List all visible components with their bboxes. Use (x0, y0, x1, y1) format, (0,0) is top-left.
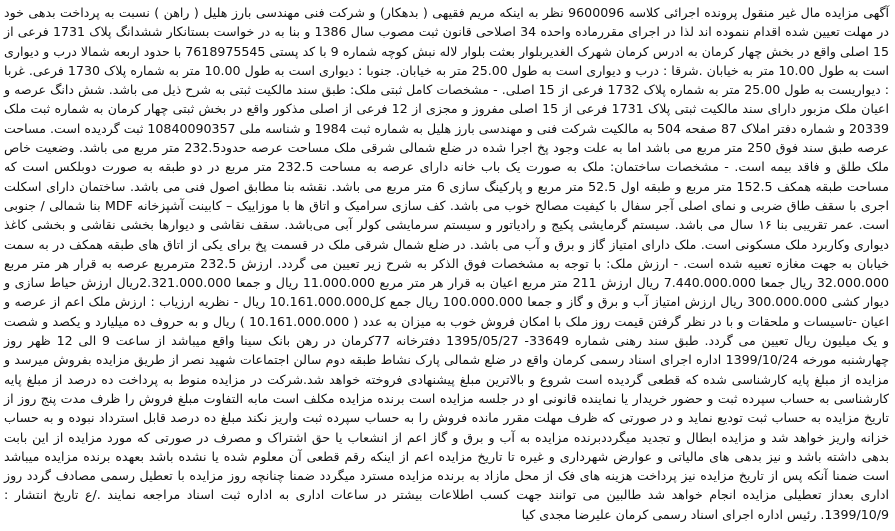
notice-paragraph: آگهی مزایده مال غیر منقول پرونده اجرائی کلاسه 9600096 نظر به اینکه مریم فقیهی ( بدهکار) و شرکت فنی مهندسی بارز هلیل ( راهن ) نسبت به پرداخت بدهی خود در مهلت تعیین شده اقدام ننموده اند لذا در اجرای مقررماده واحده 34 اصلاحی قانون ثبت مصوب سال 1386 و بنا به در خواست بستانکار ششدانگ پلاک 1731 فرعی از 15 اصلی واقع در بخش چهار کرمان به ادرس کرمان شهرک الغدیربلوار بعثت بلوار لاله نبش کوچه شماره 9 با کد پستی 7618975545 با حدود اربعه شمالا درب و دیواری است به طول 10.00 متر به خیابان .شرقا : درب و دیواری است به طول 25.00 متر به خیابان. جنوبا : دیواری است به طول 10.00 متر به شماره پلاک 1730 فرعی. غربا : دیواریست به طول 25.00 متر به شماره پلاک 1732 فرعی از 15 اصلی. - مشخصات کامل ثبتی ملک: طبق سند مالکیت ثبتی به شرح ذیل می باشد. شش دانگ عرصه و اعیان ملک مزبور دارای سند مالکیت ثبتی پلاک 1731 فرعی از 15 اصلی مفروز و مجزی از 12 فرعی از اصلی مذکور واقع در بخش ثبتی چهار کرمان به شماره ثبت ملک 20339 و شماره دفتر املاک 87 صفحه 504 به مالکیت شرکت فنی و مهندسی بارز هلیل به شماره ثبت 1984 و شناسه ملی 10840090357 ثبت گردیده است. مساحت عرصه طبق سند فوق 250 متر مربع می باشد اما به علت وجود پخ اجرا شده در ضلع شمالی شرقی ملک مساحت عرصه حدود232.5 متر مربع می باشد. وضعیت خاص ملک طلق و فاقد بیمه است. - مشخصات ساختمان: ملک به صورت یک باب خانه دارای عرصه به مساحت 232.5 متر مربع در دو طبقه به صورت دوبلکس است که مساحت طبقه همکف 152.5 متر مربع و طبقه اول 52.5 متر مربع و پارکینگ سازی 6 متر مربع می باشد. نقشه بنا مطابق اصول فنی می باشد. ساختمان دارای اسکلت اجری با سقف طاق ضربی و نمای اصلی آجر سفال با کیفیت مصالح خوب می باشد. کف سازی سرامیک و اتاق ها با موزاییک – کابینت آشپزخانه MDF بنا شمالی / جنوبی است. عمر تقریبی بنا ۱۶ سال می باشد. سیستم گرمایشی پکیج و رادیاتور و سیستم سرمایشی کولر آبی می‌باشد. سقف نقاشی و دیوارها بخشی نقاشی و بخشی کاغذ دیواری وکاربرد ملک مسکونی است. ملک دارای امتیاز گاز و برق و آب می باشد. در ضلع شمال شرقی ملک در قسمت پخ برای یکی از اتاق های طبقه همکف در به سمت خیابان به جهت مغازه تعبیه شده است. - ارزش ملک: با توجه به مشخصات فوق الذکر به شرح زیر تعیین می گردد. ارزش 232.5 مترمربع عرصه به قرار هر متر مربع 32.000.000 ریال جمعا 7.440.000.000 ریال ارزش 211 متر مربع اعیان به قرار هر متر مربع 11.000.000 ریال و جمعا 2.321.000.000ریال ارزش حیاط سازی و دیوار کشی 300.000.000 ریال ارزش امتیاز آب و برق و گاز و جمعا 100.000.000 ریال جمع کل10.161.000.000 ریال - نظریه ارزیاب : ارزش ملک اعم از عرصه و اعیان -تاسیسات و ملحقات و با در نظر گرفتن قیمت روز ملک با امکان فروش خوب به میزان به عدد ( 10.161.000.000 ) ریال و به حروف ده میلیارد و یکصد و شصت و یک میلیون ریال تعیین می گردد. طبق سند رهنی شماره 33649- 1395/05/27 دفترخانه 77کرمان در رهن بانک سینا واقع میباشد از ساعت 9 الی 12 ظهر روز چهارشنبه مورخه 1399/10/24 اداره اجرای اسناد رسمی کرمان واقع در ضلع شمالی پارک نشاط طبقه دوم سالن اجتماعات شهید نصر از طریق مزایده بفروش میرسد و مزایده از مبلغ پایه کارشناسی شده که قطعی گردیده است شروع و بالاترین مبلغ پیشنهادی فروخته خواهد شد.شرکت در مزایده منوط به پرداخت ده درصد از مبلغ پایه کارشناسی به حساب سپرده ثبت و حضور خریدار یا نماینده قانونی او در جلسه مزایده است برنده مزایده مکلف است مابه التفاوت مبلغ فروش را ظرف مدت پنج روز از تاریخ مزایده به حساب ثبت تودیع نماید و در صورتی که ظرف مهلت مقرر مانده فروش را به حساب سپرده ثبت واریز نکند مبلغ ده درصد قابل استرداد نبوده و به حساب خزانه واریز خواهد شد و مزایده ابطال و تجدید میگرددبرنده مزایده به آب و برق و گاز اعم از انشعاب یا حق اشتراک و مصرف در صورتی که مورد مزایده از این بابت بدهی داشته باشد و نیز بدهی های مالیاتی و عوارض شهرداری و غیره تا تاریخ مزایده اعم از اینکه رقم قطعی آن معلوم شده یا نشده باشد بعهده برنده مزایده میباشد است ضمنا آنکه پس از تاریخ مزایده نیز پرداخت هزینه های فک از محل مازاد به برنده مزایده مسترد میگردد ضمنا چنانچه روز مزایده با تعطیل رسمی مصادف گردد روز اداری بعداز تعطیلی مزایده انجام خواهد شد طالبین می توانند جهت کسب اطلاعات بیشتر در ساعات اداری به اداره ثبت اسناد مراجعه نمایند ./ع تاریخ انتشار : 1399/10/9. رئیس اداره اجرای اسناد رسمی کرمان علیرضا مجدی کیا (4, 5, 890, 522)
